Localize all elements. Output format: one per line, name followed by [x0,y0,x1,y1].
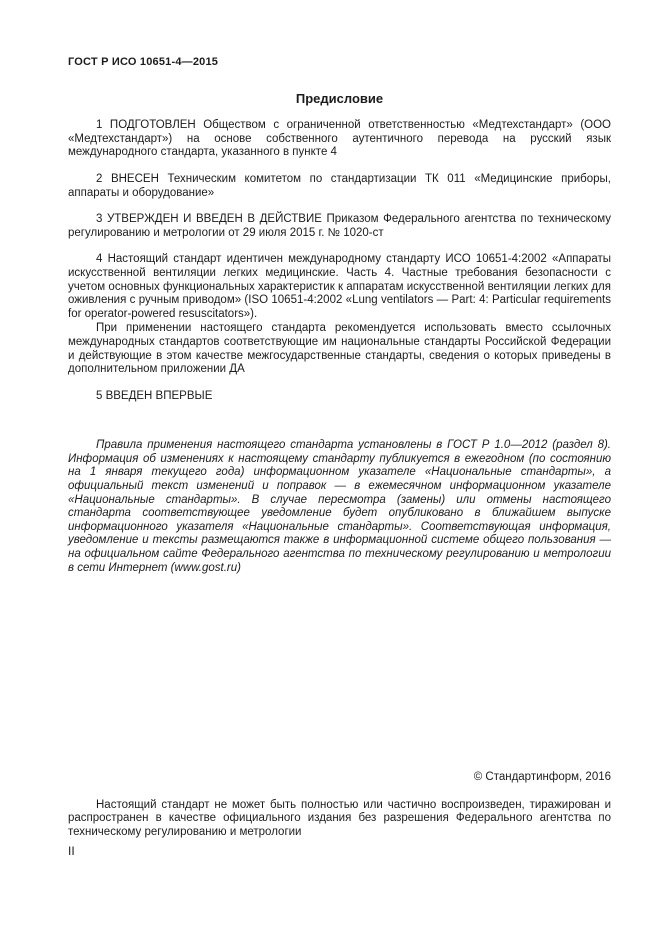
foreword-paragraph-2: 2 ВНЕСЕН Техническим комитетом по стандартизации ТК 011 «Медицинские приборы, аппараты и оборудование» [68,172,611,199]
doc-number: ГОСТ Р ИСО 10651-4—2015 [68,56,219,68]
reproduction-restriction-note: Настоящий стандарт не может быть полностью или частично воспроизведен, тиражирован и распространен в качестве официального издания без разрешения Федерального агентства по техническому регулированию и метрологии [68,798,611,838]
application-rules-note: Правила применения настоящего стандарта установлены в ГОСТ Р 1.0—2012 (раздел 8). Информация об изменениях к настоящему стандарту публикуется в ежегодном (по состоянию на 1 января текущего года) информационном указателе «Национальные стандарты», а официальный текст изменений и поправок — в ежемесячном информационном указателе «Национальные стандарты». В случае пересмотра (замены) или отмены настоящего стандарта соответствующее уведомление будет опубликовано в ближайшем выпуске информационного указателя «Национальные стандарты». Соответствующая информация, уведомление и тексты размещаются также в информационной системе общего пользования — на официальном сайте Федерального агентства по техническому регулированию и метрологии в сети Интернет (www.gost.ru) [68,439,611,574]
foreword-paragraph-5: 5 ВВЕДЕН ВПЕРВЫЕ [96,389,213,402]
foreword-paragraph-3: 3 УТВЕРЖДЕН И ВВЕДЕН В ДЕЙСТВИЕ Приказом Федерального агентства по техническому регулированию и метрологии от 29 июля 2015 г. № 1020-ст [68,213,611,239]
page-title: Предисловие [295,90,384,106]
copyright-notice: © Стандартинформ, 2016 [473,771,611,784]
foreword-paragraph-4-continuation: При применении настоящего стандарта рекомендуется использовать вместо ссылочных международных стандартов соответствующие им национальные стандарты Российской Федерации и действующие в этом качестве межгосударственные стандарты, сведения о которых приведены в дополнительном приложении ДА [68,322,611,376]
foreword-paragraph-1: 1 ПОДГОТОВЛЕН Обществом с ограниченной ответственностью «Медтехстандарт» (ООО «Медтехстандарт») на основе собственного аутентичного перевода на русский язык международного стандарта, указанного в пункте 4 [68,119,611,159]
page-number: II [68,844,75,858]
foreword-paragraph-4: 4 Настоящий стандарт идентичен международному стандарту ИСО 10651-4:2002 «Аппараты искусственной вентиляции легких медицинские. Часть 4. Частные требования безопасности с учетом основных функциональных характеристик к аппаратам искусственной вентиляции легких для оживления с ручным приводом» (ISO 10651-4:2002 «Lung ventilators — Part: 4: Particular requirements for operator-powered resuscitators»). [68,253,611,320]
